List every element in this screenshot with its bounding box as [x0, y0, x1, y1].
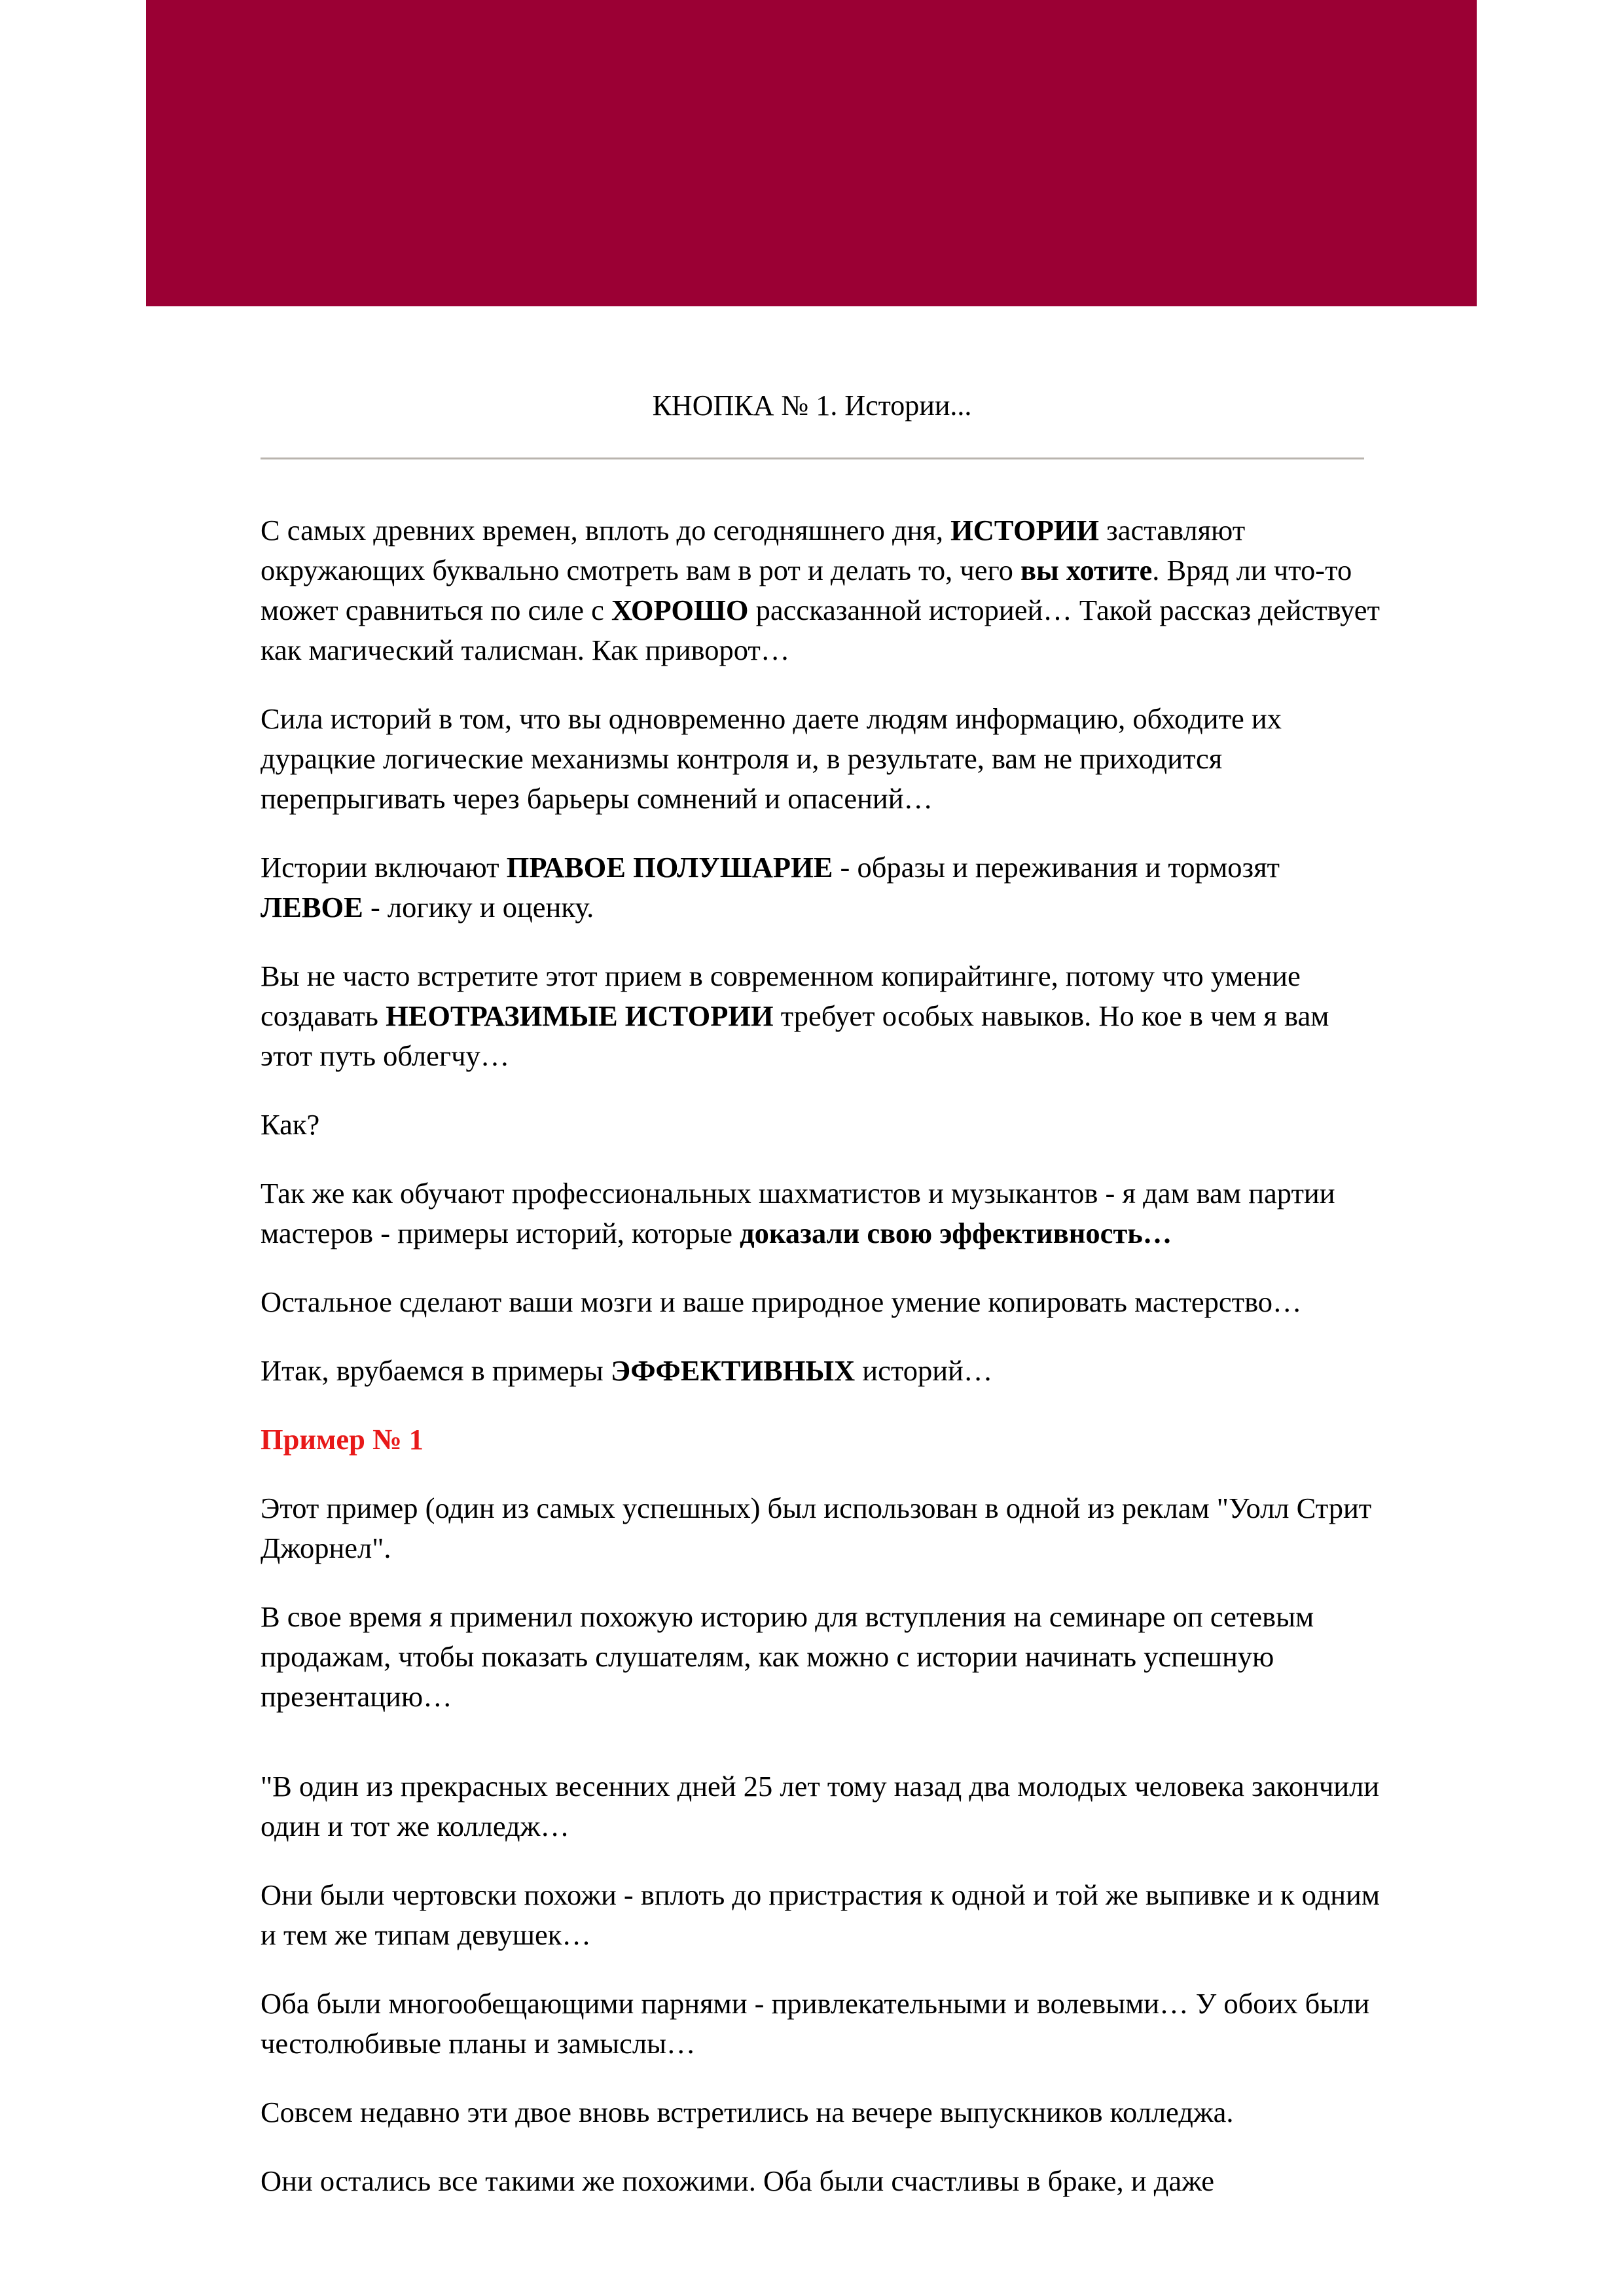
paragraph [261, 1488, 1386, 1568]
emphasis-text: ИСТОРИИ [950, 514, 1099, 547]
text-run: историй… [855, 1354, 993, 1387]
text-run: Истории включают [261, 851, 507, 884]
text-run: Как? [261, 1108, 320, 1141]
paragraph [261, 848, 1386, 927]
example-heading [261, 1420, 1386, 1460]
paragraph [261, 511, 1386, 670]
text-run: Они остались все такими же похожими. Оба были счастливы в браке, и даже [261, 2164, 1215, 2197]
paragraph [261, 1767, 1386, 1846]
text-run: Итак, врубаемся в примеры [261, 1354, 611, 1387]
text-run: - образы и переживания и тормозят [833, 851, 1280, 884]
article-body [261, 511, 1386, 2230]
text-run: В свое время я применил похожую историю для вступления на семинаре оп сетевым продажам, чтобы показать слушателям, как можно с истории начинать успешную презентацию… [261, 1600, 1314, 1713]
emphasis-text: НЕОТРАЗИМЫЕ ИСТОРИИ [386, 999, 774, 1032]
text-run: рассказанной историей… Такой рассказ действует как магический талисман. Как приворот… [261, 594, 1380, 666]
header-banner [146, 0, 1477, 306]
paragraph [261, 2161, 1386, 2201]
text-run: Этот пример (один из самых успешных) был использован в одной из реклам "Уолл Стрит Джорнел". [261, 1492, 1372, 1564]
emphasis-text: ЭФФЕКТИВНЫХ [610, 1354, 856, 1387]
paragraph [261, 699, 1386, 819]
text-run: С самых древних времен, вплоть до сегодняшнего дня, [261, 514, 951, 547]
text-run: . Вряд ли что-то может сравниться по силе с [261, 554, 1352, 626]
emphasis-text: ЛЕВОЕ [261, 891, 363, 924]
text-run: Сила историй в том, что вы одновременно даете людям информацию, обходите их дурацкие логические механизмы контроля и, в результате, вам не приходится перепрыгивать через барьеры сомнений и опасений… [261, 702, 1282, 815]
text-run: Они были чертовски похожи - вплоть до пристрастия к одной и той же выпивке и к одним и тем же типам девушек… [261, 1878, 1380, 1951]
paragraph [261, 1174, 1386, 1253]
paragraph [261, 1597, 1386, 1717]
text-run: Так же как обучают профессиональных шахматистов и музыкантов - я дам вам партии мастеров - примеры историй, которые [261, 1177, 1335, 1249]
text-run: Оба были многообещающими парнями - привлекательными и волевыми… У обоих были честолюбивые планы и замыслы… [261, 1987, 1370, 2060]
paragraph [261, 1984, 1386, 2064]
text-run: Вы не часто встретите этот прием в современном копирайтинге, потому что умение создавать [261, 960, 1301, 1032]
emphasis-text: вы хотите [1020, 554, 1153, 586]
text-run: - логику и оценку. [363, 891, 594, 924]
emphasis-text: ПРАВОЕ ПОЛУШАРИЕ [506, 851, 833, 884]
text-run: заставляют окружающих буквально смотреть вам в рот и делать то, чего [261, 514, 1246, 586]
text-run: Остальное сделают ваши мозги и ваше природное умение копировать мастерство… [261, 1285, 1302, 1318]
paragraph [261, 956, 1386, 1076]
paragraph [261, 1105, 1386, 1145]
text-run: "В один из прекрасных весенних дней 25 лет тому назад два молодых человека закончили один и тот же колледж… [261, 1770, 1380, 1842]
section-title: КНОПКА № 1. Истории... [652, 389, 972, 422]
paragraph [261, 2092, 1386, 2132]
text-run: Совсем недавно эти двое вновь встретились на вечере выпускников колледжа. [261, 2096, 1234, 2128]
title-divider [261, 457, 1364, 459]
emphasis-text: ХОРОШО [611, 594, 749, 626]
paragraph [261, 1875, 1386, 1955]
paragraph [261, 1282, 1386, 1322]
emphasis-text: доказали свою эффективность… [740, 1217, 1172, 1249]
paragraph [261, 1351, 1386, 1391]
text-run: Пример № 1 [261, 1423, 424, 1456]
text-run: требует особых навыков. Но кое в чем я вам этот путь облегчу… [261, 999, 1329, 1072]
